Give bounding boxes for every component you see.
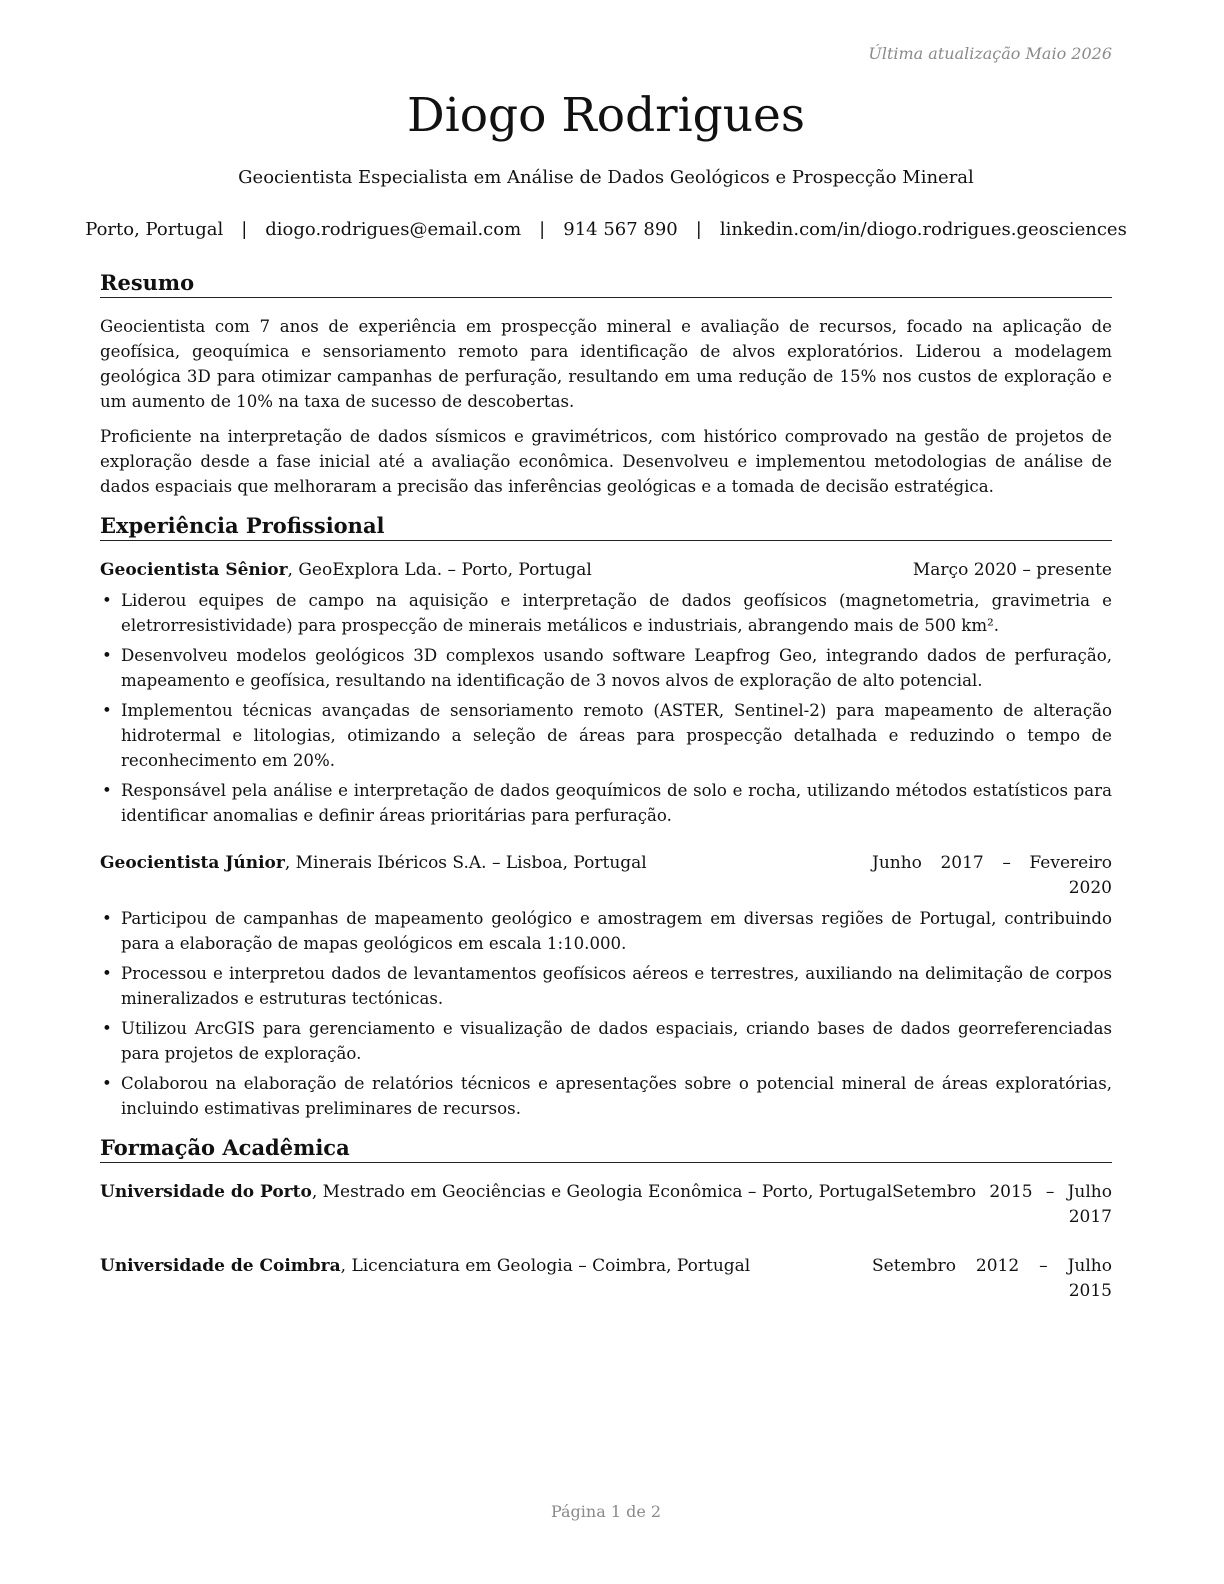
education-dates: Setembro 2015 – Julho 2017: [892, 1182, 1112, 1227]
job-company: , Minerais Ibéricos S.A. – Lisboa, Portugal: [284, 853, 647, 873]
job-dates: Junho 2017 – Fevereiro 2020: [872, 853, 1112, 898]
list-item: • Processou e interpretou dados de levantamentos geofísicos aéreos e terrestres, auxiliando na delimitação de corpos mineralizados e estruturas tectónicas.: [100, 961, 1112, 1011]
job-bullets: [100, 588, 1112, 833]
list-item: • Colaborou na elaboração de relatórios técnicos e apresentações sobre o potencial mineral de áreas exploratórias, incluindo estimativas preliminares de recursos.: [100, 1071, 1112, 1121]
bullet-icon: •: [102, 646, 112, 665]
list-item: • Utilizou ArcGIS para gerenciamento e visualização de dados espaciais, criando bases de dados georreferenciadas para projetos de exploração.: [100, 1016, 1112, 1066]
contact-phone: 914 567 890: [563, 219, 678, 240]
job-role: Geocientista Sênior: [100, 560, 288, 580]
summary-paragraph-2: Proficiente na interpretação de dados sísmicos e gravimétricos, com histórico comprovado na gestão de projetos de exploração desde a fase inicial até a avaliação econômica. Desenvolveu e implementou metodologias de análise de dados espaciais que melhoraram a precisão das inferências geológicas e a tomada de decisão estratégica.: [100, 427, 1112, 496]
contact-location: Porto, Portugal: [85, 219, 224, 240]
bullet-icon: •: [102, 1019, 112, 1038]
list-item: • Desenvolveu modelos geológicos 3D complexos usando software Leapfrog Geo, integrando dados de perfuração, mapeamento e geofísica, resultando na identificação de 3 novos alvos de exploração de alto potencial.: [100, 643, 1112, 693]
contact-linkedin[interactable]: linkedin.com/in/diogo.rodrigues.geosciences: [719, 219, 1127, 240]
list-item: • Liderou equipes de campo na aquisição e interpretação de dados geofísicos (magnetometria, gravimetria e eletrorresistividade) para prospecção de minerais metálicos e industriais, abrangendo mais de 500 km².: [100, 588, 1112, 638]
job-role: Geocientista Júnior: [100, 853, 285, 873]
bullet-icon: •: [102, 1074, 112, 1093]
bullet-icon: •: [102, 781, 112, 800]
resume-page: [85, 0, 1127, 1584]
job-bullets: [100, 906, 1112, 1126]
bullet-icon: •: [102, 701, 112, 720]
education-detail: , Mestrado em Geociências e Geologia Econômica – Porto, Portugal: [311, 1182, 893, 1202]
summary-paragraph-1: Geocientista com 7 anos de experiência em prospecção mineral e avaliação de recursos, focado na aplicação de geofísica, geoquímica e sensoriamento remoto para identificação de alvos exploratórios. Liderou a modelagem geológica 3D para otimizar campanhas de perfuração, resultando em uma redução de 15% nos custos de exploração e um aumento de 10% na taxa de sucesso de descobertas.: [100, 317, 1112, 411]
list-item: • Implementou técnicas avançadas de sensoriamento remoto (ASTER, Sentinel-2) para mapeamento de alteração hidrotermal e litologias, otimizando a seleção de áreas para prospecção detalhada e reduzindo o tempo de reconhecimento em 20%.: [100, 698, 1112, 773]
section-title-experience: Experiência Profissional: [100, 513, 1112, 541]
job-header: [100, 851, 1112, 901]
education-dates: Setembro 2012 – Julho 2015: [872, 1256, 1112, 1301]
section-title-education: Formação Acadêmica: [100, 1135, 1112, 1163]
education-school: Universidade de Coimbra: [100, 1256, 341, 1276]
bullet-icon: •: [102, 964, 112, 983]
list-item: • Participou de campanhas de mapeamento geológico e amostragem em diversas regiões de Portugal, contribuindo para a elaboração de mapas geológicos em escala 1:10.000.: [100, 906, 1112, 956]
education-entry: [100, 1180, 1112, 1230]
contact-email[interactable]: diogo.rodrigues@email.com: [265, 219, 522, 240]
job-header: [100, 558, 1112, 583]
contact-separator: |: [241, 219, 248, 240]
page-number: Página 1 de 2: [550, 1502, 662, 1521]
bullet-icon: •: [102, 909, 112, 928]
candidate-name: Diogo Rodrigues: [407, 88, 805, 143]
job-dates: Março 2020 – presente: [912, 560, 1112, 580]
section-title-summary: Resumo: [100, 270, 1112, 298]
headline: Geocientista Especialista em Análise de Dados Geológicos e Prospecção Mineral: [238, 167, 974, 188]
education-entry: [100, 1254, 1112, 1304]
education-school: Universidade do Porto: [100, 1182, 312, 1202]
job-company: , GeoExplora Lda. – Porto, Portugal: [287, 560, 592, 580]
list-item: • Responsável pela análise e interpretação de dados geoquímicos de solo e rocha, utilizando métodos estatísticos para identificar anomalias e definir áreas prioritárias para perfuração.: [100, 778, 1112, 828]
education-detail: , Licenciatura em Geologia – Coimbra, Portugal: [340, 1256, 751, 1276]
bullet-icon: •: [102, 591, 112, 610]
contact-separator: |: [539, 219, 546, 240]
last-updated: Última atualização Maio 2026: [868, 44, 1112, 63]
contact-separator: |: [695, 219, 702, 240]
contact-line: [85, 219, 1127, 240]
